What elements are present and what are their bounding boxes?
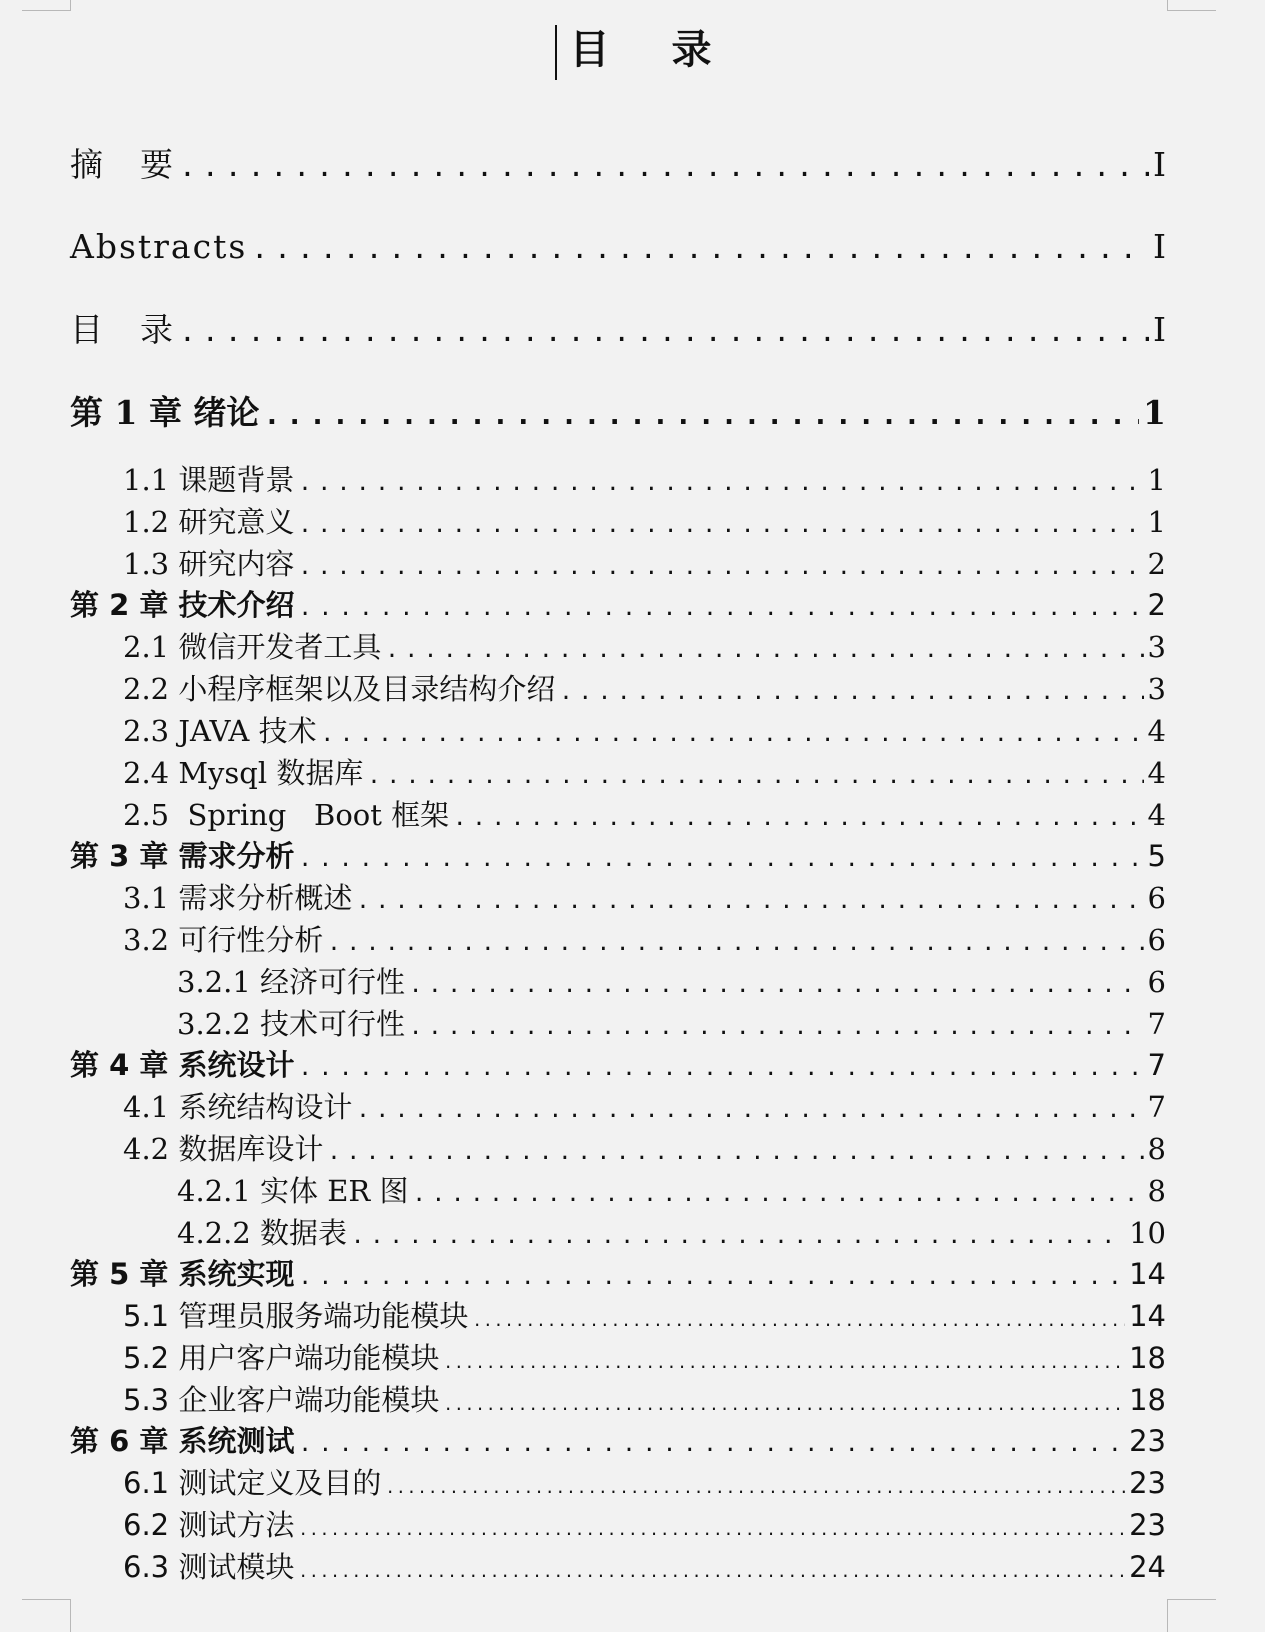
toc-entry-label: 2.3 JAVA 技术 <box>123 714 317 748</box>
toc-entry-page: 10 <box>1129 1216 1166 1250</box>
toc-entry-label: 4.1 系统结构设计 <box>123 1090 353 1124</box>
crop-mark-top-left <box>22 0 71 11</box>
leader-dots <box>443 1343 1125 1383</box>
toc-entry-page: 23 <box>1129 1508 1166 1542</box>
title-container <box>0 20 1265 80</box>
toc-entry-label: 5.2 用户客户端功能模块 <box>123 1341 440 1375</box>
toc-entry-page: 8 <box>1147 1174 1166 1208</box>
toc-entry-page: 5 <box>1147 839 1166 873</box>
toc-entry-label: 2.2 小程序框架以及目录结构介绍 <box>123 672 556 706</box>
toc-entry-page: 3 <box>1147 672 1166 706</box>
leader-dots <box>179 307 1149 357</box>
leader-dots <box>412 1175 1143 1215</box>
toc-entry-section-5-2[interactable] <box>70 1338 1166 1378</box>
toc-entry-section-3-2-2[interactable] <box>70 1004 1166 1044</box>
toc-entry-label: 6.1 测试定义及目的 <box>123 1466 382 1500</box>
toc-entry-page: 23 <box>1129 1424 1166 1458</box>
toc-entry-section-2-3[interactable] <box>70 711 1166 751</box>
leader-dots <box>367 757 1143 797</box>
toc-entry-label: Abstracts <box>70 227 248 266</box>
leader-dots <box>298 840 1143 880</box>
toc-entry-section-1-1[interactable] <box>70 460 1166 500</box>
toc-entry-label: 4.2.2 数据表 <box>177 1216 348 1250</box>
toc-entry-label: 目 录 <box>70 310 175 349</box>
toc-entry-label: 第 1 章 绪论 <box>70 393 260 432</box>
leader-dots <box>298 548 1143 588</box>
toc-entry-label: 第 6 章 系统测试 <box>70 1424 295 1458</box>
toc-entry-abstract-cn[interactable] <box>70 140 1166 190</box>
toc-entry-section-2-2[interactable] <box>70 669 1166 709</box>
toc-entry-page: 4 <box>1147 798 1166 832</box>
toc-entry-chapter-2[interactable] <box>70 585 1166 625</box>
leader-dots <box>298 464 1143 504</box>
toc-entry-section-4-1[interactable] <box>70 1087 1166 1127</box>
leader-dots <box>327 1133 1143 1173</box>
leader-dots <box>385 631 1143 671</box>
toc-entry-section-2-1[interactable] <box>70 627 1166 667</box>
leader-dots <box>472 1301 1125 1341</box>
toc-entry-page: 7 <box>1147 1048 1166 1082</box>
toc-entry-page: 7 <box>1147 1090 1166 1124</box>
leader-dots <box>298 1510 1125 1550</box>
toc-entry-label: 第 5 章 系统实现 <box>70 1257 295 1291</box>
toc-entry-page: 14 <box>1129 1299 1166 1333</box>
toc-entry-page: 6 <box>1147 923 1166 957</box>
toc-entry-label: 3.2.2 技术可行性 <box>177 1007 406 1041</box>
toc-entry-page: 8 <box>1147 1132 1166 1166</box>
toc-entry-page: 24 <box>1129 1550 1166 1584</box>
toc-entry-label: 1.1 课题背景 <box>123 463 295 497</box>
leader-dots <box>409 1008 1144 1048</box>
toc-entry-page: 6 <box>1147 881 1166 915</box>
toc-entry-page: 2 <box>1147 588 1166 622</box>
toc-entry-label: 4.2.1 实体 ER 图 <box>177 1174 409 1208</box>
toc-entry-page: 3 <box>1147 630 1166 664</box>
toc-entry-label: 3.2.1 经济可行性 <box>177 965 406 999</box>
toc-entry-label: 2.5 Spring Boot 框架 <box>123 798 450 832</box>
toc-entry-abstract-en[interactable] <box>70 222 1166 272</box>
toc-entry-section-1-3[interactable] <box>70 544 1166 584</box>
toc-entry-chapter-3[interactable] <box>70 836 1166 876</box>
leader-dots <box>327 924 1143 964</box>
crop-mark-bottom-right <box>1167 1599 1216 1632</box>
leader-dots <box>251 224 1149 274</box>
leader-dots <box>298 1258 1125 1298</box>
toc-entry-page: 6 <box>1147 965 1166 999</box>
toc-entry-section-3-2-1[interactable] <box>70 962 1166 1002</box>
crop-mark-top-right <box>1167 0 1216 11</box>
toc-entry-label: 3.2 可行性分析 <box>123 923 324 957</box>
toc-entry-section-4-2-1[interactable] <box>70 1171 1166 1211</box>
leader-dots <box>351 1217 1125 1257</box>
toc-entry-section-5-3[interactable] <box>70 1380 1166 1420</box>
toc-entry-page: 23 <box>1129 1466 1166 1500</box>
leader-dots <box>356 882 1143 922</box>
leader-dots <box>298 506 1143 546</box>
toc-entry-section-4-2[interactable] <box>70 1129 1166 1169</box>
toc-entry-section-5-1[interactable] <box>70 1296 1166 1336</box>
toc-entry-section-4-2-2[interactable] <box>70 1213 1166 1253</box>
toc-entry-section-3-2[interactable] <box>70 920 1166 960</box>
toc-entry-section-2-4[interactable] <box>70 753 1166 793</box>
toc-entry-chapter-1[interactable] <box>70 388 1166 438</box>
toc-entry-page: I <box>1152 145 1166 184</box>
toc-entry-page: I <box>1152 310 1166 349</box>
leader-dots <box>321 715 1144 755</box>
toc-entry-page: 1 <box>1147 463 1166 497</box>
toc-entry-page: 18 <box>1129 1383 1166 1417</box>
toc-entry-section-2-5[interactable] <box>70 795 1166 835</box>
toc-entry-label: 第 3 章 需求分析 <box>70 839 295 873</box>
leader-dots <box>453 799 1143 839</box>
leader-dots <box>559 673 1143 713</box>
toc-entry-label: 3.1 需求分析概述 <box>123 881 353 915</box>
toc-entry-section-6-1[interactable] <box>70 1463 1166 1503</box>
leader-dots <box>385 1468 1125 1508</box>
toc-entry-chapter-4[interactable] <box>70 1045 1166 1085</box>
toc-entry-label: 4.2 数据库设计 <box>123 1132 324 1166</box>
leader-dots <box>298 1425 1125 1465</box>
toc-entry-page: 4 <box>1147 714 1166 748</box>
toc-entry-page: 7 <box>1147 1007 1166 1041</box>
toc-entry-page: 1 <box>1147 505 1166 539</box>
leader-dots <box>263 390 1139 440</box>
toc-entry-page: 14 <box>1129 1257 1166 1291</box>
toc-entry-page: 2 <box>1147 547 1166 581</box>
leader-dots <box>356 1091 1143 1131</box>
toc-entry-label: 6.2 测试方法 <box>123 1508 295 1542</box>
toc-entry-page: 4 <box>1147 756 1166 790</box>
leader-dots <box>179 142 1149 192</box>
toc-entry-section-6-3[interactable] <box>70 1547 1166 1587</box>
leader-dots <box>298 589 1143 629</box>
leader-dots <box>298 1049 1143 1089</box>
page-title[interactable]: 目 录 <box>569 26 736 73</box>
toc-entry-section-3-1[interactable] <box>70 878 1166 918</box>
toc-entry-label: 摘 要 <box>70 145 175 184</box>
toc-entry-label: 第 4 章 系统设计 <box>70 1048 295 1082</box>
toc-entry-label: 5.3 企业客户端功能模块 <box>123 1383 440 1417</box>
toc-entry-label: 第 2 章 技术介绍 <box>70 588 295 622</box>
toc-entry-label: 1.2 研究意义 <box>123 505 295 539</box>
text-cursor <box>555 25 557 80</box>
toc-entry-chapter-5[interactable] <box>70 1254 1166 1294</box>
toc-entry-chapter-6[interactable] <box>70 1421 1166 1461</box>
toc-entry-label: 5.1 管理员服务端功能模块 <box>123 1299 469 1333</box>
leader-dots <box>409 966 1144 1006</box>
toc-entry-label: 2.4 Mysql 数据库 <box>123 756 364 790</box>
toc-entry-label: 6.3 测试模块 <box>123 1550 295 1584</box>
toc-entry-label: 2.1 微信开发者工具 <box>123 630 382 664</box>
toc-entry-page: 18 <box>1129 1341 1166 1375</box>
toc-entry-section-1-2[interactable] <box>70 502 1166 542</box>
toc-entry-page: 1 <box>1143 393 1166 432</box>
leader-dots <box>298 1552 1125 1592</box>
toc-entry-page: I <box>1152 227 1166 266</box>
toc-entry-label: 1.3 研究内容 <box>123 547 295 581</box>
toc-entry-section-6-2[interactable] <box>70 1505 1166 1545</box>
leader-dots <box>443 1385 1125 1425</box>
toc-entry-contents[interactable] <box>70 305 1166 355</box>
crop-mark-bottom-left <box>22 1599 71 1632</box>
